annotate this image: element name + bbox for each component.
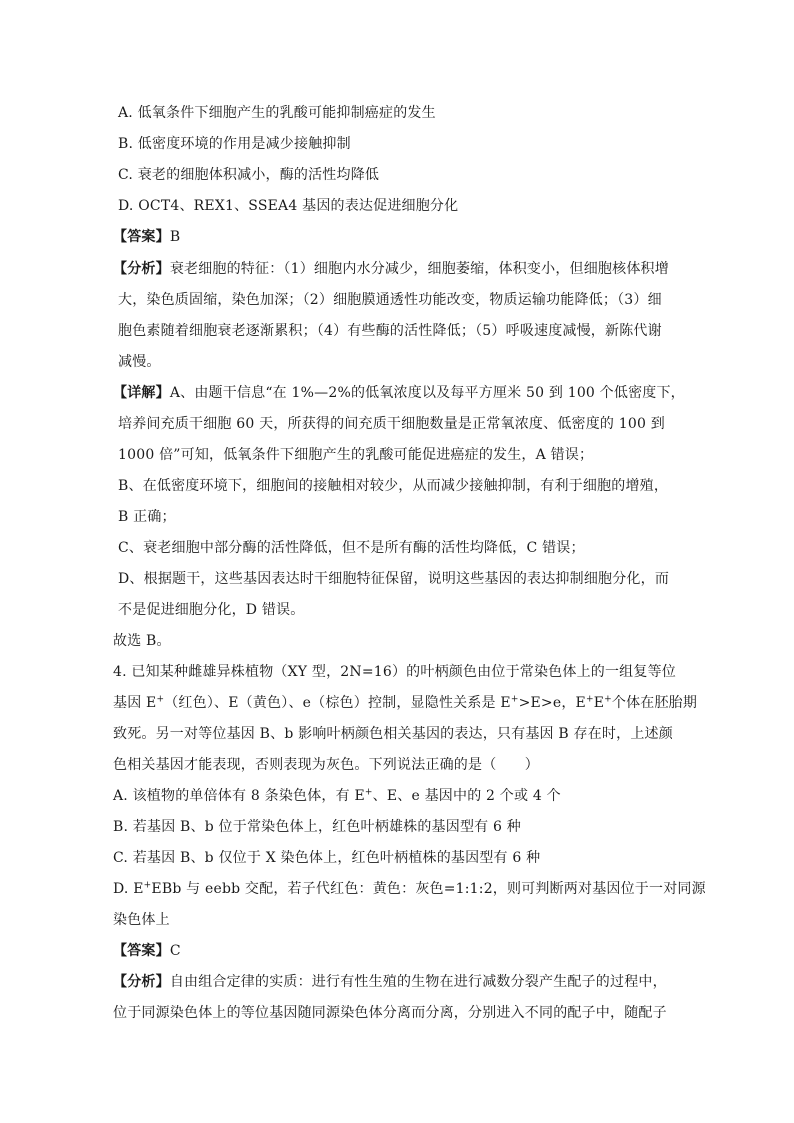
analysis-line (113, 259, 669, 279)
analysis-line: 位于同源染色体上的等位基因随同源染色体分离而分离，分别进入不同的配子中，随配子 (113, 1005, 667, 1021)
detail-line: B、在低密度环境下，细胞间的接触相对较少，从而减少接触抑制，有利于细胞的增殖， (118, 478, 669, 494)
superscript-plus: + (156, 694, 165, 705)
stem-text: >E>e，E (518, 695, 586, 711)
option-b: B. 低密度环境的作用是减少接触抑制 (118, 136, 351, 152)
detail-line: 1000 倍”可知，低氧条件下细胞产生的乳酸可能促进癌症的发生，A 错误； (118, 447, 594, 463)
option-d-continued: 染色体上 (113, 912, 170, 928)
superscript-plus: + (143, 880, 152, 891)
detail-tag: 【详解】 (113, 385, 170, 401)
analysis-text: 衰老细胞的特征：（1）细胞内水分减少，细胞萎缩，体积变小，但细胞核体积增 (169, 261, 669, 277)
option-a (113, 786, 561, 806)
question-stem (113, 693, 697, 713)
analysis-line (113, 972, 667, 992)
detail-line: 培养间充质干细胞 60 天，所获得的间充质干细胞数量是正常氧浓度、低密度的 100 到 (118, 416, 665, 432)
stem-text: （红色）、E（黄色）、e（棕色）控制，显隐性关系是 E (164, 695, 511, 711)
stem-text: 基因 E (113, 695, 157, 711)
option-c: C. 衰老的细胞体积减小，酶的活性均降低 (118, 167, 380, 183)
option-c: C. 若基因 B、b 仅位于 X 染色体上，红色叶柄植株的基因型有 6 种 (113, 850, 541, 866)
option-b: B. 若基因 B、b 位于常染色体上，红色叶柄雄株的基因型有 6 种 (113, 819, 521, 835)
answer-line (113, 227, 180, 247)
superscript-plus: + (604, 694, 612, 705)
option-text: EBb 与 eebb 交配，若子代红色：黄色：灰色=1:1:2，则可判断两对基因位于一对同源 (151, 881, 706, 897)
analysis-line: 大，染色质固缩，染色加深；（2）细胞膜通透性功能改变，物质运输功能降低；（3）细 (118, 292, 662, 308)
option-a: A. 低氧条件下细胞产生的乳酸可能抑制癌症的发生 (118, 105, 436, 121)
answer-tag: 【答案】 (113, 943, 170, 959)
question-stem: 色相关基因才能表现，否则表现为灰色。下列说法正确的是（ ） (113, 757, 539, 773)
analysis-tag: 【分析】 (113, 261, 170, 277)
analysis-line: 减慢。 (118, 354, 161, 370)
answer-value: C (169, 943, 181, 959)
superscript-plus: + (364, 787, 373, 798)
analysis-tag: 【分析】 (113, 974, 170, 990)
option-d: D. OCT4、REX1、SSEA4 基因的表达促进细胞分化 (118, 198, 459, 214)
option-d (113, 879, 706, 899)
answer-value: B (169, 229, 181, 245)
analysis-line: 胞色素随着细胞衰老逐渐累积；（4）有些酶的活性降低；（5）呼吸速度减慢，新陈代谢 (118, 323, 662, 339)
answer-tag: 【答案】 (113, 229, 170, 245)
detail-line (113, 383, 685, 403)
answer-line (113, 941, 181, 961)
stem-text: 个体在胚胎期 (611, 695, 698, 711)
superscript-plus: + (510, 694, 519, 705)
option-text: 、E、e 基因中的 2 个或 4 个 (372, 788, 561, 804)
detail-line: B 正确； (118, 509, 176, 525)
question-stem: 4. 已知某种雌雄异株植物（XY 型，2N=16）的叶柄颜色由位于常染色体上的一组复等位 (113, 664, 676, 680)
detail-text: A、由题干信息“在 1%—2%的低氧浓度以及每平方厘米 50 到 100 个低密度下， (169, 385, 685, 401)
detail-line: 故选 B。 (113, 633, 171, 649)
stem-text: E (593, 695, 605, 711)
option-text: A. 该植物的单倍体有 8 条染色体，有 E (113, 788, 365, 804)
analysis-text: 自由组合定律的实质：进行有性生殖的生物在进行减数分裂产生配子的过程中， (169, 974, 667, 990)
detail-line: C、衰老细胞中部分酶的活性降低，但不是所有酶的活性均降低，C 错误； (118, 540, 585, 556)
detail-line: D、根据题干，这些基因表达时干细胞特征保留，说明这些基因的表达抑制细胞分化，而 (118, 571, 670, 587)
option-text: D. E (113, 881, 144, 897)
detail-line: 不是促进细胞分化，D 错误。 (118, 602, 305, 618)
superscript-plus: + (585, 694, 594, 705)
question-stem: 致死。另一对等位基因 B、b 影响叶柄颜色相关基因的表达，只有基因 B 存在时，上述颜 (113, 726, 673, 742)
